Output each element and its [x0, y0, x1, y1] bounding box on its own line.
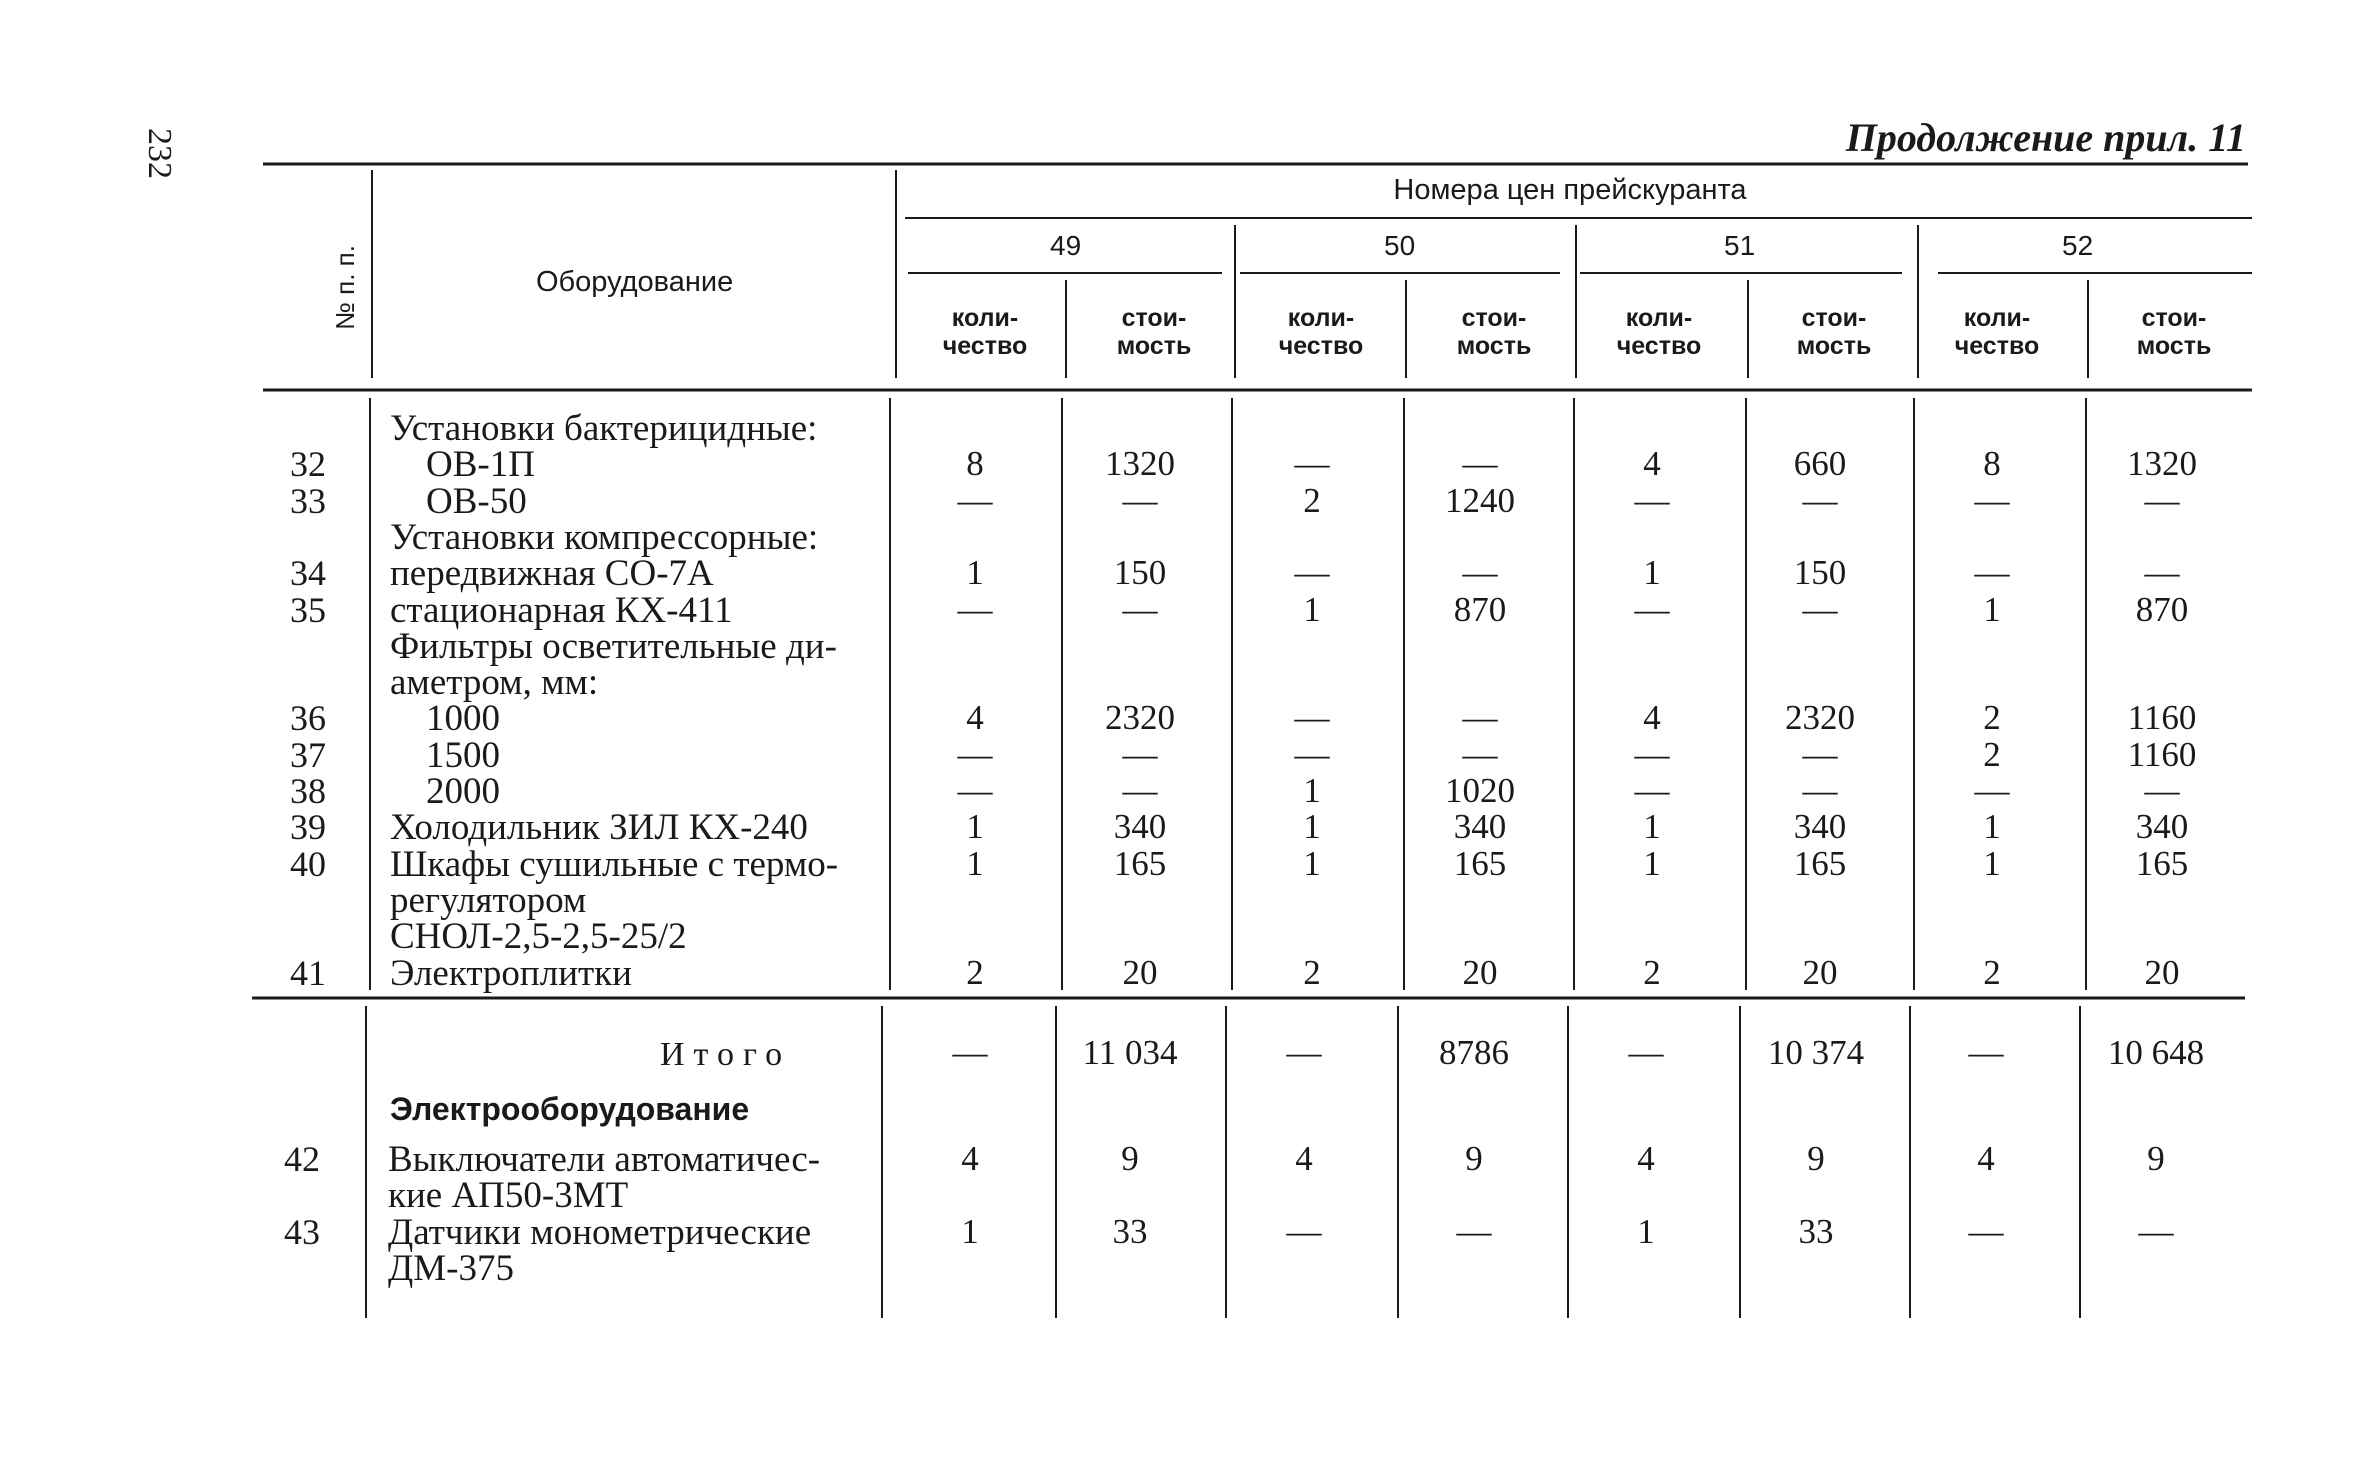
price-col-51: 51 — [1724, 230, 1756, 261]
cost-cell: 660 — [1793, 444, 1847, 484]
quantity-cell: 1 — [1303, 589, 1321, 629]
cost-cell: — — [1802, 589, 1838, 629]
quantity-cell: 4 — [966, 698, 984, 738]
equipment-name: ДМ-375 — [388, 1247, 514, 1289]
continuation-title: Продолжение прил. 11 — [1845, 115, 2246, 160]
cost-cell: — — [2144, 480, 2180, 520]
quantity-cell: — — [1294, 553, 1330, 593]
cost-cell: 2320 — [1785, 698, 1855, 738]
equipment-name: Электроплитки — [390, 952, 632, 994]
cost-cell: — — [1802, 480, 1838, 520]
total-label: Итого — [660, 1036, 792, 1073]
quantity-cell: — — [957, 771, 993, 810]
cost-header-51: стои- мость — [1796, 304, 1872, 360]
cost-cell: — — [1462, 734, 1498, 774]
total-quantity-cell: — — [952, 1033, 988, 1072]
quantity-cell: 2 — [1303, 480, 1321, 520]
quantity-cell: — — [1968, 1211, 2004, 1251]
price-col-52: 52 — [2062, 230, 2094, 261]
quantity-cell: 4 — [1637, 1139, 1655, 1178]
quantity-cell: — — [1634, 589, 1670, 629]
row-number: 35 — [290, 589, 326, 630]
cost-cell: — — [2144, 771, 2180, 810]
quantity-cell: 4 — [1643, 698, 1661, 738]
qty-header-50: коли- чество — [1278, 304, 1364, 360]
row-number: 36 — [290, 698, 326, 739]
cost-cell: — — [1462, 698, 1498, 738]
cost-cell: 33 — [1798, 1211, 1834, 1251]
equipment-name: регулятором — [390, 879, 587, 921]
cost-cell: — — [1462, 444, 1498, 484]
quantity-cell: 8 — [966, 444, 984, 484]
quantity-cell: — — [1974, 553, 2010, 593]
cost-cell: 870 — [1453, 589, 1507, 629]
cost-cell: 1020 — [1445, 771, 1515, 810]
cost-cell: 20 — [1802, 952, 1838, 992]
quantity-cell: — — [1634, 480, 1670, 520]
quantity-cell: — — [1294, 444, 1330, 484]
quantity-cell: 4 — [1977, 1139, 1995, 1178]
quantity-cell: 1 — [966, 553, 984, 593]
cost-cell: 165 — [1453, 843, 1507, 883]
equipment-name: Датчики монометрические — [388, 1211, 812, 1253]
qty-header-49: коли- чество — [942, 304, 1028, 360]
price-col-50: 50 — [1384, 230, 1416, 261]
row-number: 37 — [290, 734, 326, 775]
page-number: 232 — [141, 128, 178, 179]
equipment-name: 1500 — [426, 734, 500, 776]
row-number: 41 — [290, 952, 326, 993]
row-number: 42 — [284, 1139, 320, 1179]
qty-header-51: коли- чество — [1616, 304, 1702, 360]
cost-cell: 165 — [1793, 843, 1847, 883]
cost-cell: 150 — [1793, 553, 1847, 593]
quantity-cell: 2 — [966, 952, 984, 992]
quantity-cell: 1 — [961, 1211, 979, 1251]
equipment-column-header: Оборудование — [536, 266, 734, 298]
cost-cell: 9 — [2147, 1139, 2165, 1178]
quantity-cell: 2 — [1303, 952, 1321, 992]
cost-cell: — — [1462, 553, 1498, 593]
cost-cell: 165 — [2135, 843, 2189, 883]
quantity-cell: 2 — [1983, 698, 2001, 738]
cost-cell: 9 — [1121, 1139, 1139, 1178]
quantity-cell: 1 — [1303, 843, 1321, 883]
equipment-name: Шкафы сушильные с термо- — [390, 843, 839, 885]
equipment-name: Установки компрессорные: — [390, 516, 819, 558]
equipment-name: СНОЛ-2,5-2,5-25/2 — [390, 916, 687, 958]
quantity-cell: 1 — [966, 843, 984, 883]
cost-cell: — — [1122, 734, 1158, 774]
cost-cell: 20 — [1462, 952, 1498, 992]
row-number: 39 — [290, 807, 326, 848]
cost-cell: 1160 — [2127, 734, 2197, 774]
cost-cell: — — [1456, 1211, 1492, 1251]
quantity-cell: 1 — [1643, 553, 1661, 593]
quantity-cell: 4 — [1643, 444, 1661, 484]
cost-cell: 9 — [1465, 1139, 1483, 1178]
total-cost-cell: 8786 — [1439, 1033, 1509, 1072]
cost-cell: 150 — [1113, 553, 1167, 593]
cost-cell: 20 — [1122, 952, 1158, 992]
quantity-cell: 1 — [1303, 771, 1321, 810]
num-column-header: № п. п. — [330, 245, 360, 330]
equipment-name: передвижная СО-7А — [390, 553, 714, 595]
quantity-cell: — — [1634, 734, 1670, 774]
cost-cell: 340 — [1113, 807, 1167, 847]
row-number: 34 — [290, 553, 326, 594]
row-number: 32 — [290, 444, 326, 485]
row-number: 33 — [290, 480, 326, 521]
quantity-cell: 4 — [1295, 1139, 1313, 1178]
row-number: 43 — [284, 1211, 320, 1252]
quantity-cell: — — [1974, 771, 2010, 810]
quantity-cell: 2 — [1983, 952, 2001, 992]
cost-cell: 165 — [1113, 843, 1167, 883]
quantity-cell: — — [1286, 1211, 1322, 1251]
cost-cell: — — [1122, 480, 1158, 520]
cost-cell: 1160 — [2127, 698, 2197, 738]
quantity-cell: 1 — [1983, 589, 2001, 629]
quantity-cell: 1 — [966, 807, 984, 847]
equipment-name: ОВ-50 — [426, 480, 527, 522]
total-quantity-cell: — — [1968, 1033, 2004, 1072]
cost-cell: 9 — [1807, 1139, 1825, 1178]
cost-cell: 870 — [2135, 589, 2189, 629]
equipment-name: 2000 — [426, 771, 500, 812]
quantity-cell: 4 — [961, 1139, 979, 1178]
cost-cell: — — [2138, 1211, 2174, 1251]
quantity-cell: 1 — [1643, 843, 1661, 883]
cost-cell: — — [2144, 553, 2180, 593]
cost-cell: 340 — [2135, 807, 2189, 847]
price-col-49: 49 — [1050, 230, 1082, 261]
quantity-cell: — — [1294, 698, 1330, 738]
cost-cell: 1320 — [1105, 444, 1175, 484]
cost-cell: 1240 — [1445, 480, 1515, 520]
quantity-cell: — — [1634, 771, 1670, 810]
cost-header-50: стои- мость — [1456, 304, 1532, 360]
equipment-name: стационарная КХ-411 — [390, 589, 733, 631]
price-numbers-header: Номера цен прейскуранта — [1393, 174, 1747, 206]
cost-cell: — — [1122, 589, 1158, 629]
cost-cell: — — [1122, 771, 1158, 810]
equipment-name: Холодильник ЗИЛ КХ-240 — [390, 807, 808, 849]
section-title: Электрооборудование — [390, 1091, 750, 1127]
qty-header-52: коли- чество — [1954, 304, 2040, 360]
quantity-cell: — — [957, 734, 993, 774]
quantity-cell: 1 — [1637, 1211, 1655, 1251]
cost-cell: 20 — [2144, 952, 2180, 992]
quantity-cell: — — [1294, 734, 1330, 774]
total-cost-cell: 10 374 — [1767, 1033, 1865, 1072]
row-number: 40 — [290, 843, 326, 884]
quantity-cell: 8 — [1983, 444, 2001, 484]
cost-cell: 340 — [1453, 807, 1507, 847]
equipment-name: 1000 — [426, 698, 500, 740]
quantity-cell: 2 — [1983, 734, 2001, 774]
quantity-cell: 1 — [1983, 843, 2001, 883]
quantity-cell: — — [957, 589, 993, 629]
cost-cell: 2320 — [1105, 698, 1175, 738]
equipment-name: аметром, мм: — [390, 662, 599, 704]
cost-cell: — — [1802, 771, 1838, 810]
row-number: 38 — [290, 771, 326, 811]
quantity-cell: 1 — [1643, 807, 1661, 847]
cost-cell: 340 — [1793, 807, 1847, 847]
total-quantity-cell: — — [1628, 1033, 1664, 1072]
quantity-cell: — — [957, 480, 993, 520]
total-cost-cell: 10 648 — [2107, 1033, 2205, 1072]
equipment-name: ОВ-1П — [426, 444, 535, 486]
cost-header-52: стои- мость — [2136, 304, 2212, 360]
equipment-name: Выключатели автоматичес- — [388, 1139, 821, 1180]
cost-cell: 1320 — [2127, 444, 2197, 484]
quantity-cell: — — [1974, 480, 2010, 520]
cost-cell: — — [1802, 734, 1838, 774]
equipment-name: Фильтры осветительные ди- — [390, 625, 837, 667]
quantity-cell: 1 — [1303, 807, 1321, 847]
quantity-cell: 2 — [1643, 952, 1661, 992]
total-cost-cell: 11 034 — [1082, 1033, 1178, 1072]
quantity-cell: 1 — [1983, 807, 2001, 847]
cost-header-49: стои- мость — [1116, 304, 1192, 360]
equipment-name: кие АП50-3МТ — [388, 1175, 629, 1217]
cost-cell: 33 — [1112, 1211, 1148, 1251]
equipment-name: Установки бактерицидные: — [390, 408, 818, 449]
total-quantity-cell: — — [1286, 1033, 1322, 1072]
